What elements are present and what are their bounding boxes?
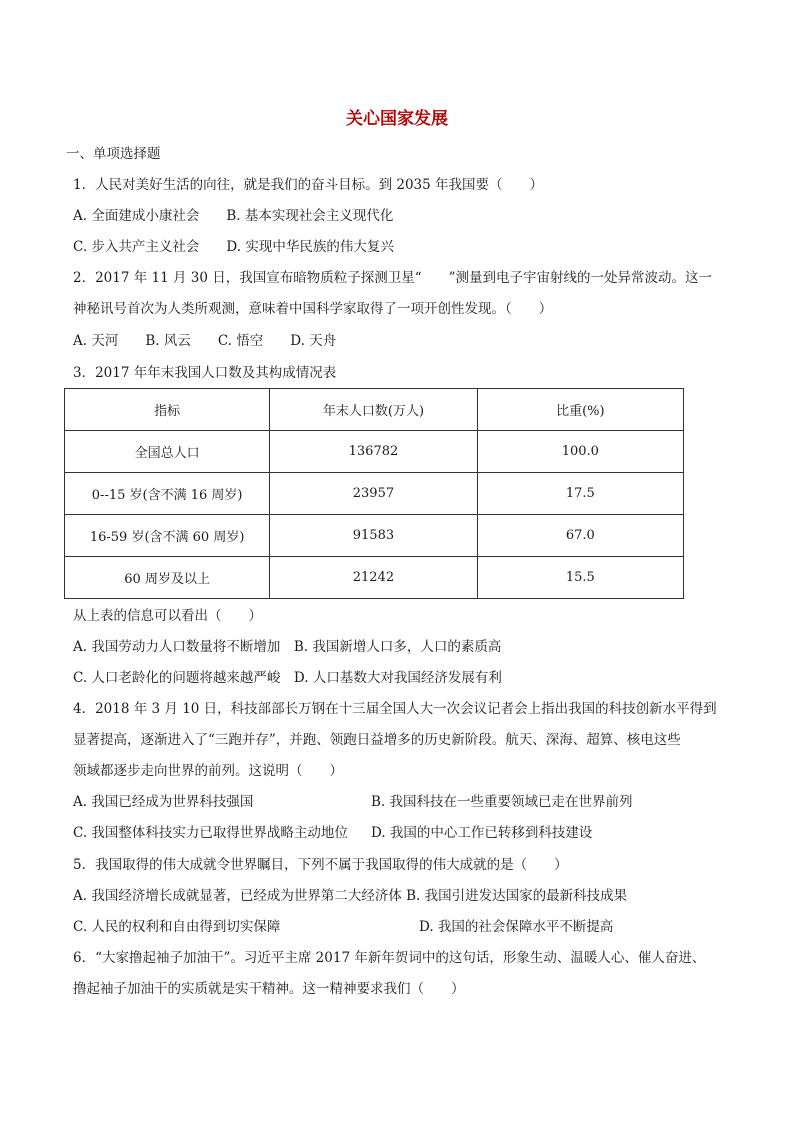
- table-row: [65, 557, 684, 599]
- table-header-row: [65, 389, 684, 431]
- q4-stem-line3: 领域都逐步走向世界的前列。这说明（ ）: [73, 763, 343, 779]
- table-cell: 23957: [270, 473, 477, 515]
- table-cell: 15.5: [477, 557, 683, 599]
- section-heading: 一、单项选择题: [66, 146, 161, 162]
- table-header-cell: 年末人口数(万人): [270, 389, 477, 431]
- q4-option-b: B. 我国科技在一些重要领域已走在世界前列: [371, 794, 633, 810]
- table-cell: 16-59 岁(含不满 60 周岁): [65, 515, 270, 557]
- table-cell: 0--15 岁(含不满 16 周岁): [65, 473, 270, 515]
- q6-stem-line1: 6．“大家撸起袖子加油干”。习近平主席 2017 年新年贺词中的这句话，形象生动、温暖人心、催人奋进、: [73, 950, 706, 966]
- q4-option-c: C. 我国整体科技实力已取得世界战略主动地位: [73, 825, 348, 841]
- q4-option-d: D. 我国的中心工作已转移到科技建设: [371, 825, 593, 841]
- q3-options-cd: C. 人口老龄化的问题将越来越严峻 D. 人口基数大对我国经济发展有利: [73, 670, 502, 686]
- page-title: 关心国家发展: [346, 109, 448, 129]
- table-cell: 21242: [270, 557, 477, 599]
- q6-stem-line2: 撸起袖子加油干的实质就是实干精神。这一精神要求我们（ ）: [73, 981, 465, 997]
- q5-option-d: D. 我国的社会保障水平不断提高: [419, 919, 614, 935]
- table-cell: 67.0: [477, 515, 683, 557]
- table-row: [65, 473, 684, 515]
- q3-ask: 从上表的信息可以看出（ ）: [73, 608, 262, 624]
- table-cell: 136782: [270, 431, 477, 473]
- q5-options-cd: [73, 917, 614, 937]
- q2-options: A. 天河 B. 风云 C. 悟空 D. 天舟: [73, 333, 337, 349]
- table-cell: 100.0: [477, 431, 683, 473]
- q1-options-ab: A. 全面建成小康社会 B. 基本实现社会主义现代化: [73, 208, 394, 224]
- q4-option-a: A. 我国已经成为世界科技强国: [73, 794, 254, 810]
- table-cell: 17.5: [477, 473, 683, 515]
- table-cell: 91583: [270, 515, 477, 557]
- q4-options-ab: [73, 792, 633, 812]
- q3-stem: 3．2017 年年末我国人口数及其构成情况表: [73, 365, 337, 381]
- table-header-cell: 比重(%): [477, 389, 683, 431]
- q1-stem: 1．人民对美好生活的向往，就是我们的奋斗目标。到 2035 年我国要（ ）: [73, 177, 544, 193]
- q3-options-ab: A. 我国劳动力人口数量将不断增加 B. 我国新增人口多，人口的素质高: [73, 639, 502, 655]
- q5-stem: 5．我国取得的伟大成就令世界瞩目，下列不属于我国取得的伟大成就的是（ ）: [73, 857, 568, 873]
- q5-options-ab: A. 我国经济增长成就显著，已经成为世界第二大经济体 B. 我国引进发达国家的最新科技成果: [73, 888, 628, 904]
- table-row: [65, 431, 684, 473]
- table-cell: 全国总人口: [65, 431, 270, 473]
- population-table: [64, 388, 684, 599]
- q5-option-c: C. 人民的权利和自由得到切实保障: [73, 919, 281, 935]
- q2-stem-line2: 神秘讯号首次为人类所观测，意味着中国科学家取得了一项开创性发现。（ ）: [73, 301, 553, 317]
- table-cell: 60 周岁及以上: [65, 557, 270, 599]
- q4-options-cd: [73, 823, 593, 843]
- q4-stem-line2: 显著提高，逐渐进入了“三跑并存”，并跑、领跑日益增多的历史新阶段。航天、深海、超算、核电这些: [73, 732, 681, 748]
- q1-options-cd: C. 步入共产主义社会 D. 实现中华民族的伟大复兴: [73, 239, 394, 255]
- table-row: [65, 515, 684, 557]
- q4-stem-line1: 4．2018 年 3 月 10 日，科技部部长万钢在十三届全国人大一次会议记者会上指出我国的科技创新水平得到: [73, 701, 717, 717]
- table-header-cell: 指标: [65, 389, 270, 431]
- q2-stem-line1: 2．2017 年 11 月 30 日，我国宣布暗物质粒子探测卫星“ ”测量到电子宇宙射线的一处异常波动。这一: [73, 270, 713, 286]
